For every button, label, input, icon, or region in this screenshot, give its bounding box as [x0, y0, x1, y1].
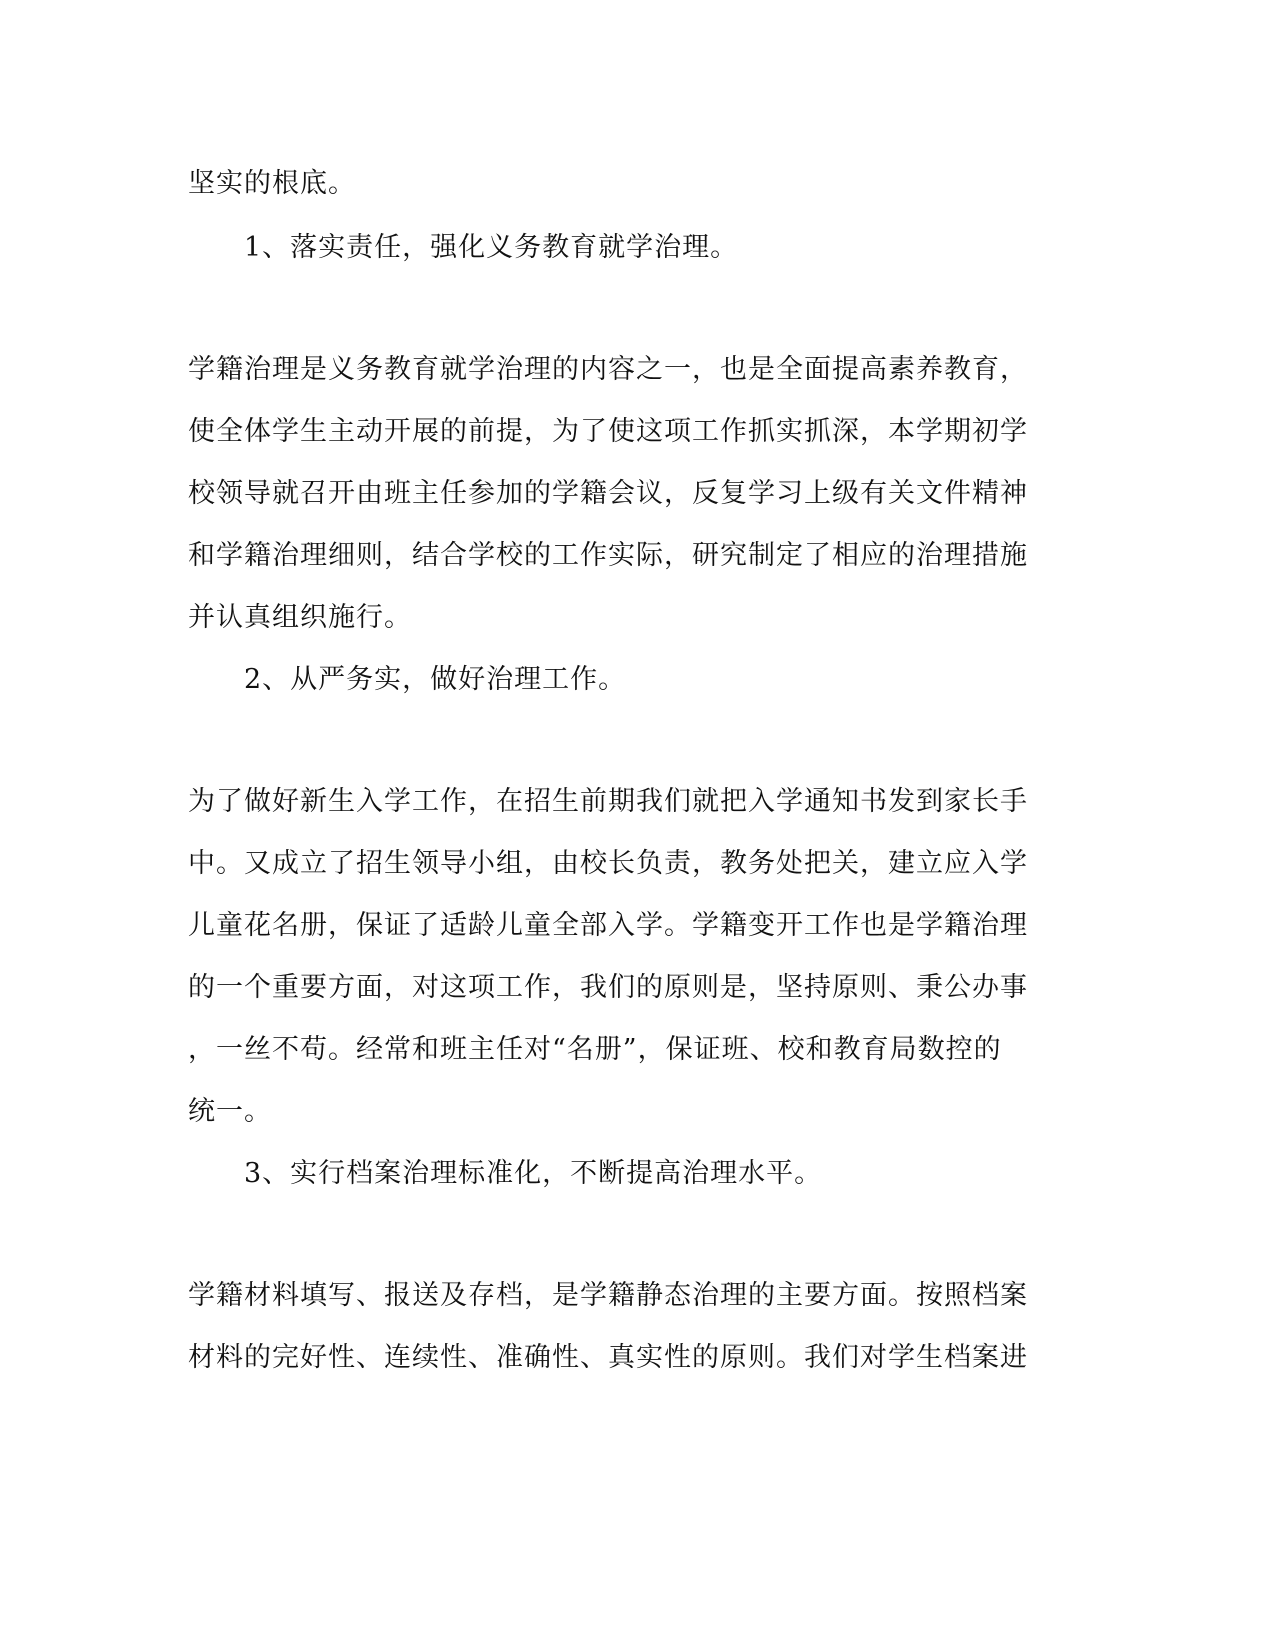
text-line: 为了做好新生入学工作，在招生前期我们就把入学通知书发到家长手 — [188, 786, 1028, 817]
text-line: 学籍治理是义务教育就学治理的内容之一，也是全面提高素养教育， — [188, 354, 1028, 385]
text-line: 的一个重要方面，对这项工作，我们的原则是，坚持原则、秉公办事 — [188, 972, 1028, 1003]
text-line: 学籍材料填写、报送及存档，是学籍静态治理的主要方面。按照档案 — [188, 1280, 1028, 1311]
section-heading: 1、落实责任，强化义务教育就学治理。 — [244, 232, 739, 263]
section-heading: 3、实行档案治理标准化，不断提高治理水平。 — [244, 1158, 823, 1189]
text-line: 中。又成立了招生领导小组，由校长负责，教务处把关，建立应入学 — [188, 848, 1028, 879]
text-line: 使全体学生主动开展的前提，为了使这项工作抓实抓深，本学期初学 — [188, 416, 1028, 447]
text-line: 材料的完好性、连续性、准确性、真实性的原则。我们对学生档案进 — [188, 1342, 1028, 1373]
text-line: 儿童花名册，保证了适龄儿童全部入学。学籍变开工作也是学籍治理 — [188, 910, 1028, 941]
text-line: 统一。 — [188, 1096, 272, 1127]
text-line: 并认真组织施行。 — [188, 602, 412, 633]
section-heading: 2、从严务实，做好治理工作。 — [244, 664, 627, 695]
text-line: 和学籍治理细则，结合学校的工作实际，研究制定了相应的治理措施 — [188, 540, 1028, 571]
text-line: 校领导就召开由班主任参加的学籍会议，反复学习上级有关文件精神 — [188, 478, 1028, 509]
text-line: 坚实的根底。 — [188, 168, 356, 199]
text-line: ，一丝不苟。经常和班主任对“名册”，保证班、校和教育局数控的 — [188, 1034, 1002, 1065]
